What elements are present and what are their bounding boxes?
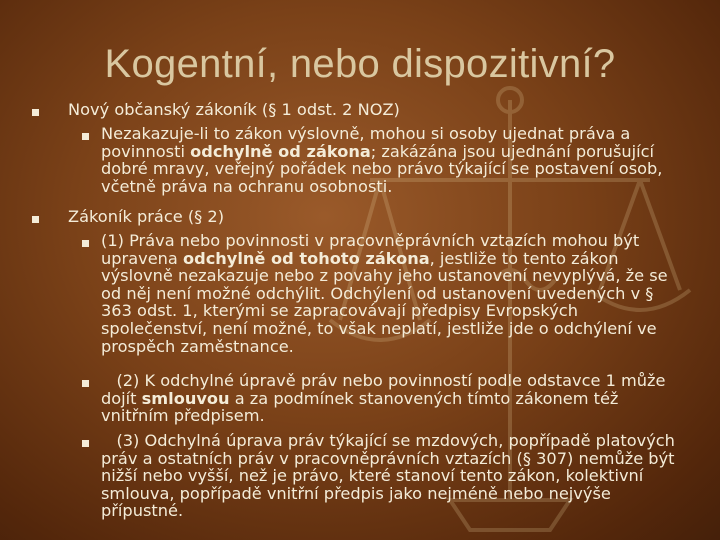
zp1-text-part1: (1) Práva nebo povinnosti v pracovněprávních vztazích mohou být upravena <box>101 231 640 268</box>
zp-paragraph-3: (3) Odchylná úprava práv týkající se mzdových, popřípadě platových práv a ostatních práv v pracovněprávních vztazích (§ 307) nemůže být nižší nebo vyšší, než je právo, které stanoví tento zákon, kolektivní smlouva, popřípadě vnitřní předpis jako nejméně nebo nejvýše přípustné. <box>101 431 681 521</box>
zp-paragraph-1 <box>101 232 686 355</box>
zp1-text-part2: , jestliže to tento zákon výslovně nezakazuje nebo z povahy jeho ustanovení nevyplývá, že se od něj není možné odchýlit. Odchýlení od ustanovení uvedených v § 363 odst. 1, kterými se zapracovávají předpisy Evropských společenství, není možné, to však neplatí, jestliže jde o odchýlení ve prospěch zaměstnance. <box>101 248 668 356</box>
zp-heading: Zákoník práce (§ 2) <box>68 207 225 226</box>
square-bullet-icon <box>32 109 39 116</box>
square-bullet-icon <box>82 240 89 247</box>
zp1-text-bold: odchylně od tohoto zákona <box>182 248 430 268</box>
noz-text-part1: Nezakazuje-li to zákon výslovně, mohou si osoby ujednat práva a povinnosti <box>101 124 631 161</box>
slide-title: Kogentní, nebo dispozitivní? <box>104 42 616 86</box>
square-bullet-icon <box>82 380 89 387</box>
noz-text-bold: odchylně od zákona <box>190 141 371 161</box>
square-bullet-icon <box>32 216 39 223</box>
noz-heading: Nový občanský zákoník (§ 1 odst. 2 NOZ) <box>68 100 400 119</box>
noz-text-part2: ; zakázána jsou ujednání porušující dobré mravy, veřejný pořádek nebo právo týkající se postavení osob, včetně práva na ochranu osobnosti. <box>101 141 663 196</box>
square-bullet-icon <box>82 440 89 447</box>
square-bullet-icon <box>82 133 89 140</box>
zp2-text-part2: a za podmínek stanovených tímto zákonem též vnitřním předpisem. <box>101 388 624 426</box>
zp-paragraph-2 <box>101 372 686 425</box>
noz-paragraph <box>101 125 686 195</box>
zp2-text-bold: smlouvou <box>141 388 230 408</box>
zp2-text-part1: (2) K odchylné úpravě práv nebo povinností podle odstavce 1 může dojít <box>101 371 671 408</box>
